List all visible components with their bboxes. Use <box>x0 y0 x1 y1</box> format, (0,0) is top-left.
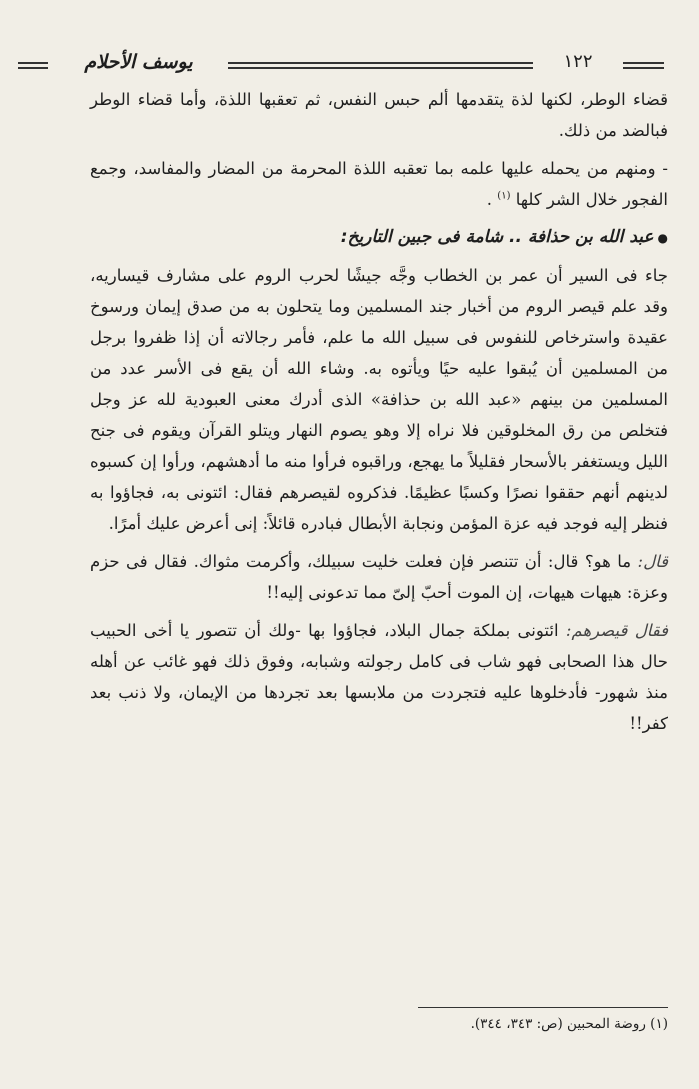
paragraph-2-text: - ومنهم من يحمله عليها علمه بما تعقبه اللذة المحرمة من المضار والمفاسد، وجمع الفجور خلال الشر كلها <box>90 159 668 209</box>
footnote-divider <box>418 1007 668 1008</box>
footnote: (١) روضة المحبين (ص: ٣٤٣، ٣٤٤). <box>470 1016 668 1032</box>
running-header <box>18 51 664 76</box>
paragraph-4-text: ما هو؟ قال: أن تتنصر فإن فعلت خليت سبيلك، وأكرمت مثواك. فقال فى حزم وعزة: هيهات هيهات، إن الموت أحبّ إلىّ مما تدعونى إليه!! <box>90 552 668 602</box>
speaker-label-2: فقال قيصرهم: <box>565 621 669 640</box>
book-title: يوسف الأحلام <box>84 51 193 73</box>
footnote-ref[interactable]: (١) <box>497 190 511 202</box>
section-heading <box>90 222 668 253</box>
paragraph-4 <box>90 546 668 608</box>
paragraph-5-text: ائتونى بملكة جمال البلاد، فجاؤوا بها -ولك أن تتصور يا أخى الحبيب حال هذا الصحابى فهو شاب فى كامل رجولته وشبابه، وفوق ذلك فهو غائب عن أهله منذ شهور- فأدخلوها عليه فتجردت من ملابسها بعد تجردها من الإيمان، ولا ذنب بعد كفر!! <box>90 621 668 733</box>
page-number: ١٢٢ <box>563 51 593 72</box>
header-rule-middle <box>228 62 533 69</box>
bullet-icon: ● <box>657 231 668 245</box>
body-text <box>90 84 668 746</box>
section-heading-text: عبد الله بن حذافة .. شامة فى جبين التاريخ: <box>340 227 654 247</box>
paragraph-2-end: . <box>486 190 493 209</box>
speaker-label: قال: <box>637 552 668 571</box>
paragraph-1: قضاء الوطر، لكنها لذة يتقدمها ألم حبس النفس، ثم تعقبها اللذة، وأما قضاء الوطر فبالضد من ذلك. <box>90 90 668 140</box>
paragraph-5 <box>90 615 668 739</box>
paragraph-3: جاء فى السير أن عمر بن الخطاب وجَّه جيشًا لحرب الروم على مشارف قيساريه، وقد علم قيصر الروم من أخبار جند المسلمين وما يتحلون به من صدق إيمان ورسوخ عقيدة واسترخاص للنفوس فى سبيل الله ما علم، فأمر رجالاته أن إذا ظفروا برجل من المسلمين أن يُبقوا عليه حيًا ويأتوه به. وشاء الله أن يقع فى الأسر عدد من المسلمين من بينهم «عبد الله بن حذافة» الذى أدرك معنى العبودية لله عز وجل فتخلص من رق المخلوقين فلا نراه إلا وهو يصوم النهار ويتلو القرآن ويقوم فى جنح الليل ويستغفر بالأسحار فقليلاً ما يهجع، وراقبوه فرأوا منه ما أدهشهم، ورأوا إن كسبوه لدينهم أنهم حققوا نصرًا وكسبًا عظيمًا. فذكروه لقيصرهم فقال: ائتونى به، فجاؤوا به فنظر إليه فوجد فيه عزة المؤمن ونجابة الأبطال فبادره قائلاً: إنى أعرض عليك أمرًا. <box>90 266 668 533</box>
header-rule-right <box>623 62 664 69</box>
paragraph-2 <box>90 153 668 215</box>
header-rule-left <box>18 62 48 69</box>
